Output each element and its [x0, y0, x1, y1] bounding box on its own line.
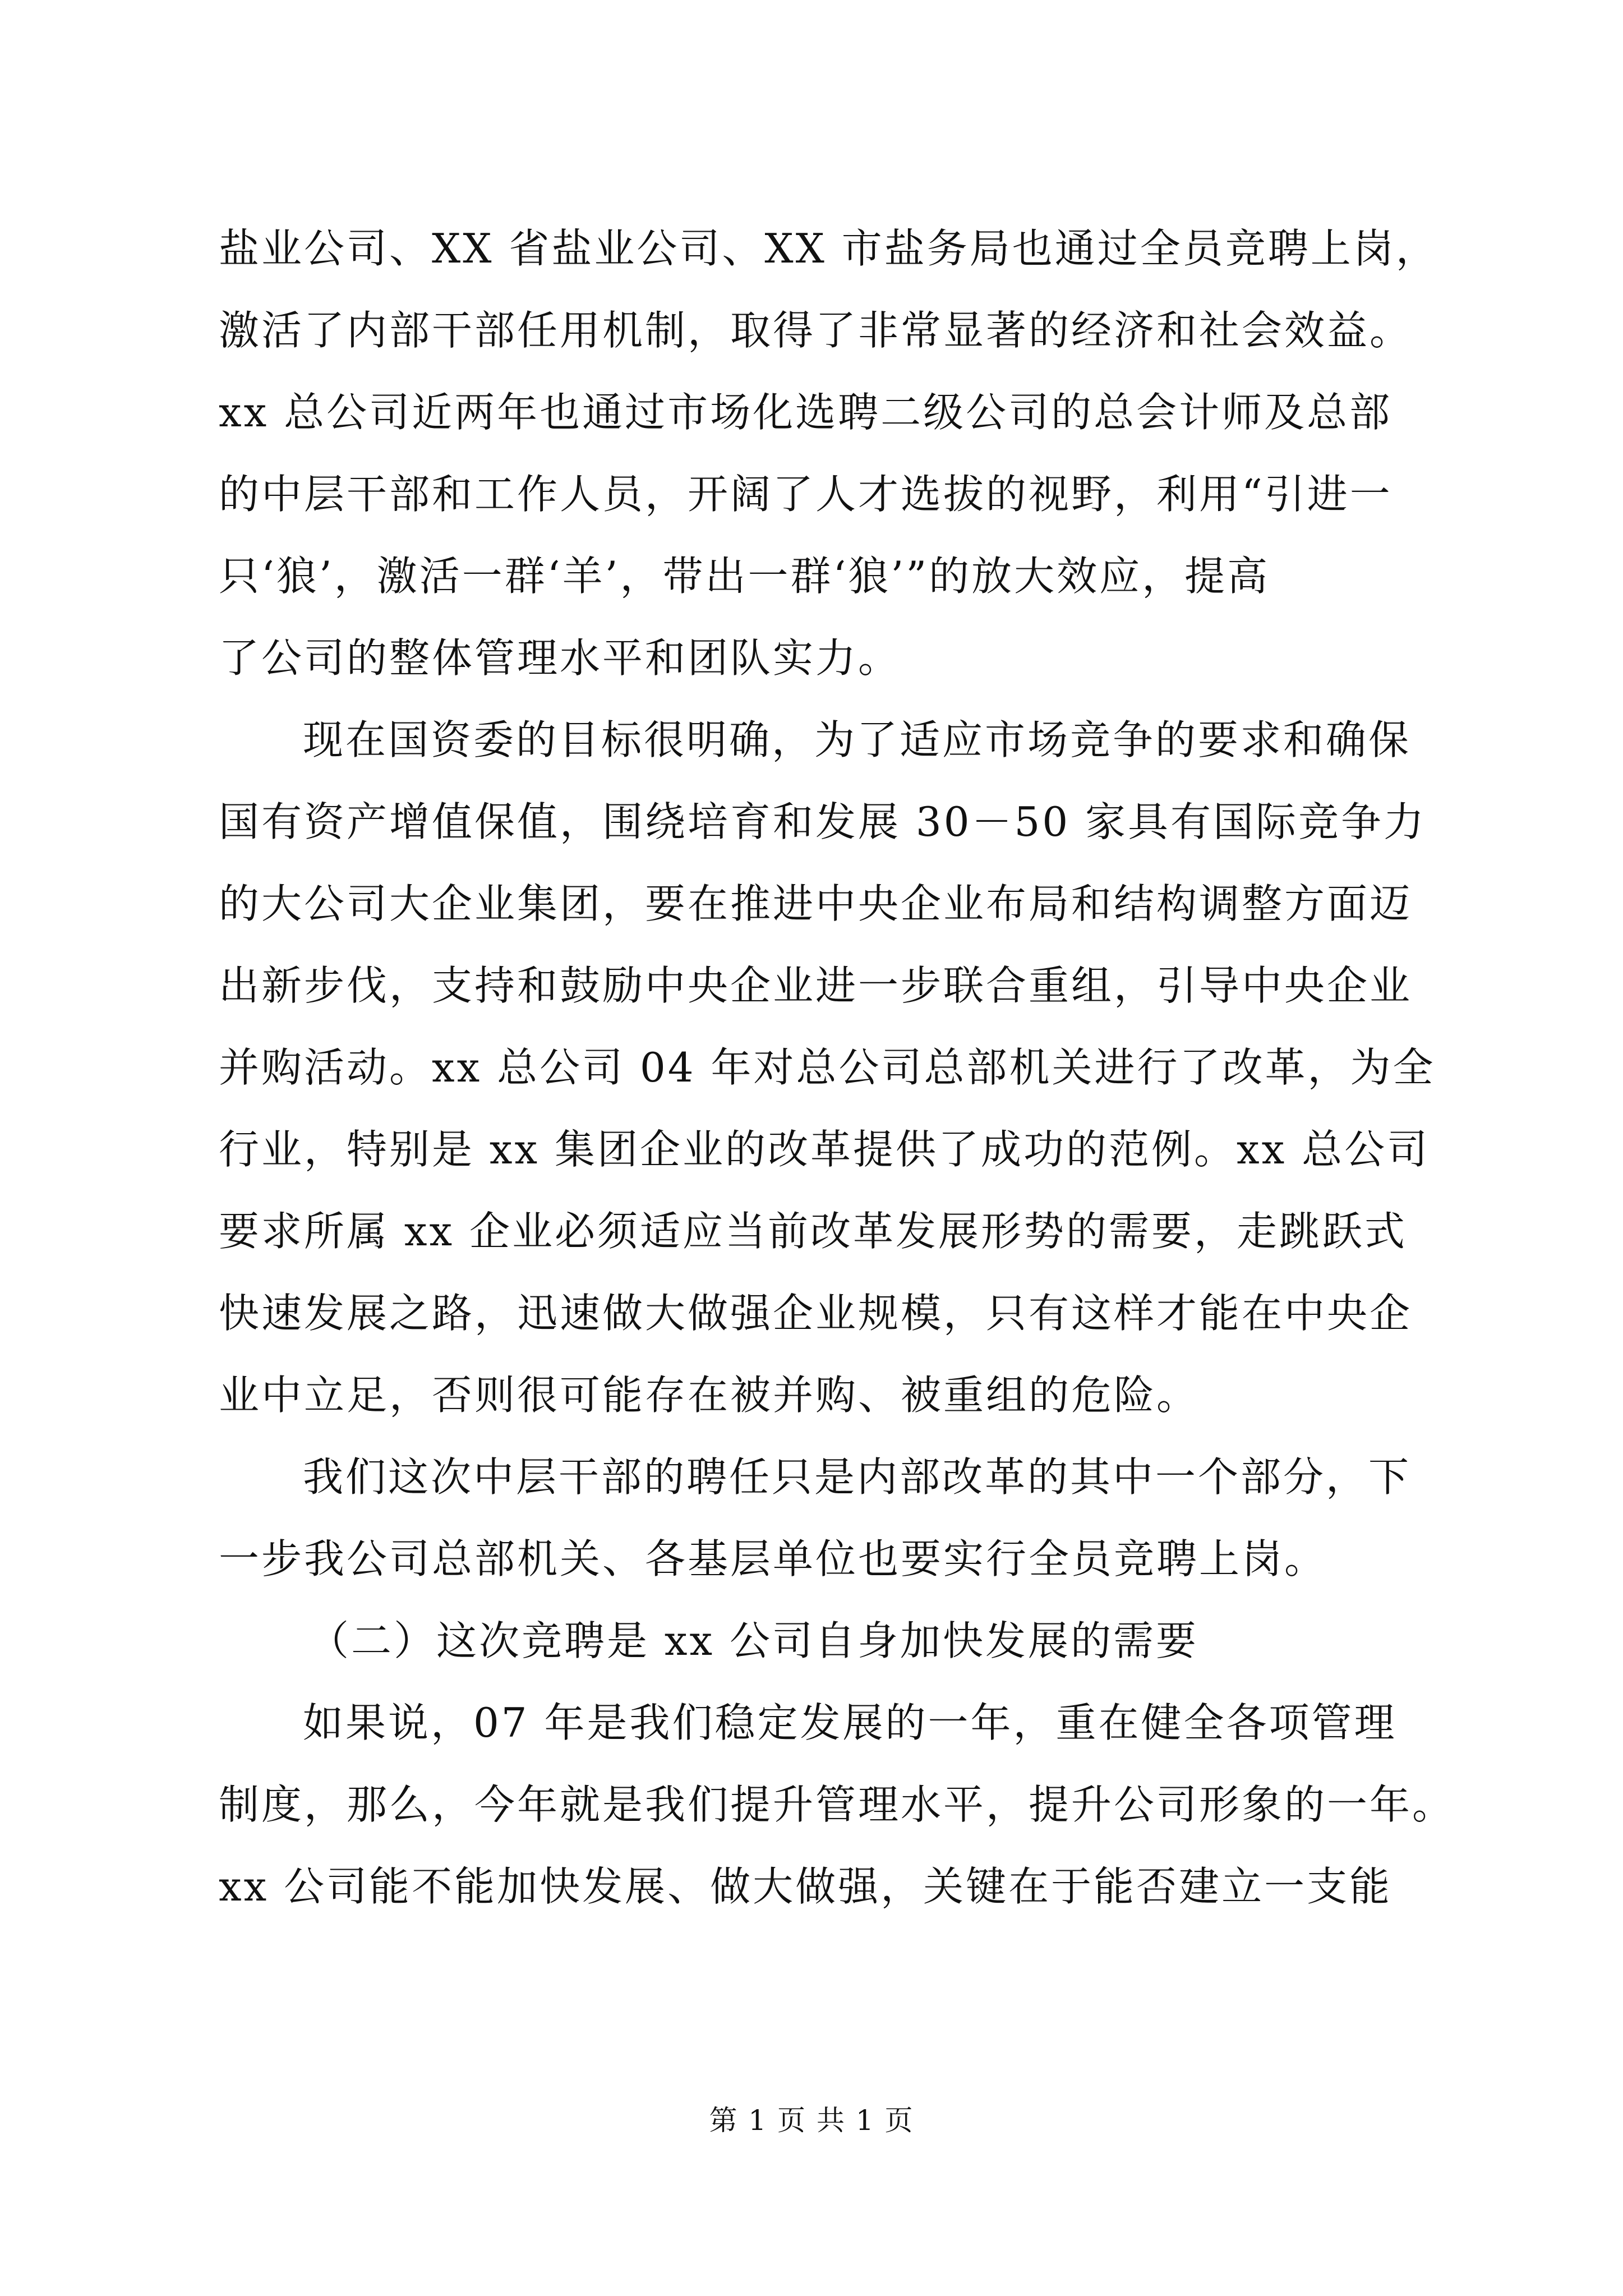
- text-line: 只‘狼’，激活一群‘羊’，带出一群‘狼’”的放大效应，提高: [219, 553, 1270, 600]
- text-line: 制度，那么，今年就是我们提升管理水平，提升公司形象的一年。: [219, 1781, 1455, 1828]
- text-line: 并购活动。xx 总公司 04 年对总公司总部机关进行了改革，为全: [219, 1044, 1436, 1091]
- section-heading: （二）这次竞聘是 xx 公司自身加快发展的需要: [308, 1617, 1198, 1664]
- text-line: 了公司的整体管理水平和团队实力。: [219, 634, 901, 682]
- text-line: 要求所属 xx 企业必须适应当前改革发展形势的需要，走跳跃式: [219, 1208, 1407, 1255]
- text-line: 快速发展之路，迅速做大做强企业规模，只有这样才能在中央企: [219, 1290, 1413, 1337]
- text-line: xx 公司能不能加快发展、做大做强，关键在于能否建立一支能: [219, 1863, 1393, 1910]
- text-line: xx 总公司近两年也通过市场化选聘二级公司的总会计师及总部: [219, 389, 1393, 436]
- document-body: [219, 208, 1455, 1927]
- text-line: 的中层干部和工作人员，开阔了人才选拔的视野，利用“引进一: [219, 471, 1393, 518]
- text-line: 激活了内部干部任用机制，取得了非常显著的经济和社会效益。: [219, 307, 1413, 354]
- text-line: 业中立足，否则很可能存在被并购、被重组的危险。: [219, 1372, 1200, 1419]
- paragraph-start-line: 我们这次中层干部的聘任只是内部改革的其中一个部分，下: [303, 1453, 1412, 1501]
- text-line: 一步我公司总部机关、各基层单位也要实行全员竞聘上岗。: [219, 1535, 1327, 1582]
- text-line: 行业，特别是 xx 集团企业的改革提供了成功的范例。xx 总公司: [219, 1126, 1430, 1173]
- text-line: 的大公司大企业集团，要在推进中央企业布局和结构调整方面迈: [219, 880, 1413, 927]
- text-line: 盐业公司、XX 省盐业公司、XX 市盐务局也通过全员竞聘上岗，: [219, 225, 1438, 272]
- text-line: 国有资产增值保值，围绕培育和发展 30－50 家具有国际竞争力: [219, 798, 1427, 845]
- paragraph-start-line: 如果说，07 年是我们稳定发展的一年，重在健全各项管理: [303, 1699, 1397, 1746]
- paragraph-start-line: 现在国资委的目标很明确，为了适应市场竞争的要求和确保: [303, 716, 1412, 763]
- page-footer: 第 1 页 共 1 页: [709, 2104, 914, 2137]
- text-line: 出新步伐，支持和鼓励中央企业进一步联合重组，引导中央企业: [219, 962, 1413, 1009]
